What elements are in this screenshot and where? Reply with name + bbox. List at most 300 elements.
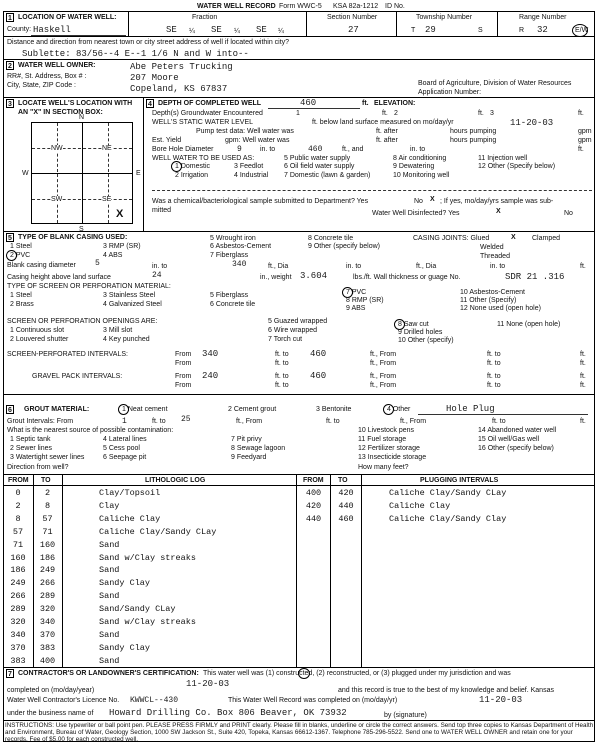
yield-gpm: gpm: Well water was	[225, 137, 290, 144]
quadrant-sw: SW	[51, 196, 63, 203]
src-fertilizer[interactable]: 12 Fertilizer storage	[358, 445, 420, 452]
diam-in-2: in. to	[346, 263, 362, 270]
section-7-number: 7	[6, 669, 14, 678]
diam-in: in. to	[152, 263, 168, 270]
spi-ftto: ft. to	[275, 351, 289, 358]
use-oilfield[interactable]: 6 Oil field water supply	[284, 163, 355, 170]
cert-line-2-tail: and this record is true to the best of my knowledge and belief. Kansas	[338, 687, 554, 694]
bore-label: Bore Hole Diameter	[152, 146, 214, 153]
log-to-cell[interactable]: 186	[39, 553, 56, 563]
open-drilled[interactable]: 9 Drilled holes	[398, 329, 443, 336]
log-from-cell[interactable]: 186	[10, 565, 26, 575]
yield-hours: hours pumping	[450, 137, 497, 144]
use-industrial[interactable]: 4 Industrial	[234, 172, 269, 179]
spi-fte: ft.	[580, 351, 586, 358]
log-col-line	[62, 474, 63, 667]
section-box-hline	[31, 173, 133, 174]
grout-ftto: ft. to	[152, 418, 166, 425]
diam-ft-3: ft.	[580, 263, 586, 270]
spi-to-value[interactable]: 460	[310, 349, 327, 359]
log-lith-cell[interactable]: Caliche Clay	[99, 514, 161, 524]
section-number-label: Section Number	[327, 14, 378, 21]
township-s: S	[478, 27, 483, 34]
log-from-cell[interactable]: 2	[15, 501, 21, 511]
open-none[interactable]: 11 None (open hole)	[497, 321, 561, 328]
divider	[3, 720, 595, 721]
gw-2-ft: ft.	[478, 110, 484, 117]
address-value[interactable]: 207 Moore	[130, 73, 179, 83]
use-other[interactable]: 12 Other (Specify below)	[478, 163, 556, 170]
log-lith-cell[interactable]: Caliche Clay/Sandy CLay	[99, 527, 217, 537]
joints-threaded: Threaded	[480, 253, 510, 260]
gpi-from-value[interactable]: 240	[202, 371, 219, 381]
spi-ftc-2: ft., From	[370, 360, 397, 367]
src-privy[interactable]: 7 Pit privy	[231, 436, 262, 443]
spi-ftto-3: ft. to	[275, 360, 289, 367]
disinfected-yes-mark[interactable]: X	[496, 208, 501, 215]
src-abandoned[interactable]: 14 Abandoned water well	[478, 427, 557, 434]
compass-e: E	[136, 170, 141, 177]
open-wire[interactable]: 6 Wire wrapped	[268, 327, 318, 334]
section-6-label: GROUT MATERIAL:	[24, 406, 90, 413]
instructions-1: INSTRUCTIONS: Use typewriter or ball point pen. PLEASE PRESS FIRMLY and PRINT clearly. Please fill in blanks, underline or circle the correct answers. Send top three copies to Kansas Department of Health	[5, 722, 594, 729]
static-date[interactable]: 11-20-03	[510, 118, 554, 128]
cert-completed-date[interactable]: 11-20-03	[186, 679, 230, 689]
diam-value[interactable]: 5	[95, 259, 100, 268]
pump-gpm: gpm	[578, 128, 592, 135]
fraction-1[interactable]: SE	[166, 25, 177, 35]
src-sewer[interactable]: 2 Sewer lines	[10, 445, 53, 452]
grout-bentonite[interactable]: 3 Bentonite	[316, 406, 352, 413]
record-completed-date[interactable]: 11-20-03	[479, 695, 523, 705]
spi-ftc: ft., From	[370, 351, 397, 358]
section-4-label: DEPTH OF COMPLETED WELL	[158, 100, 262, 107]
spi-ftto-4: ft. to	[487, 360, 501, 367]
divider	[3, 36, 595, 37]
bore-depth[interactable]: 460	[308, 145, 323, 154]
log-lith-cell[interactable]: Sand w/Clay streaks	[99, 553, 196, 563]
log-to-header: TO	[41, 477, 51, 484]
use-public[interactable]: 5 Public water supply	[284, 155, 351, 162]
open-continuous[interactable]: 1 Continuous slot	[10, 327, 65, 334]
bore-ft-2: ft.	[578, 146, 584, 153]
chem-label: Was a chemical/bacteriological sample submitted to Department? Yes	[152, 198, 369, 205]
log-from-cell[interactable]: 160	[10, 553, 26, 563]
open-torch[interactable]: 7 Torch cut	[268, 336, 303, 343]
log-col-line	[361, 474, 362, 667]
spi-from-2: From	[175, 360, 192, 367]
log-to2-header: TO	[338, 477, 348, 484]
grout-other-circle	[383, 404, 394, 415]
quarter-2: ¼	[234, 28, 240, 35]
src-oilgas[interactable]: 15 Oil well/Gas well	[478, 436, 540, 443]
open-gauzed[interactable]: 5 Guazed wrapped	[268, 318, 328, 325]
constructed-circle	[298, 668, 310, 679]
screen-none[interactable]: 12 None used (open hole)	[460, 305, 541, 312]
plug-from-cell[interactable]: 420	[305, 501, 322, 511]
joints-label: CASING JOINTS: Glued	[413, 235, 490, 242]
grout-other[interactable]: 4 Other	[387, 406, 411, 413]
diam-label: Blank casing diameter	[7, 262, 76, 269]
fraction-label: Fraction	[192, 14, 218, 21]
divider	[3, 667, 595, 668]
divider	[3, 474, 595, 475]
log-to-cell[interactable]: 160	[39, 540, 56, 550]
license-value[interactable]: KWWCL--430	[130, 696, 179, 705]
log-to-cell[interactable]: 340	[39, 617, 56, 627]
gpi-from-2: From	[175, 382, 192, 389]
divider	[3, 394, 595, 395]
gpi-ftc: ft., From	[370, 373, 397, 380]
gpi-ftto-3: ft. to	[275, 382, 289, 389]
cert-completed-label: completed on (mo/day/year)	[7, 687, 95, 694]
yield-after: ft. after	[376, 137, 398, 144]
township-t: T	[411, 27, 416, 34]
screen-other[interactable]: 11 Other (Specify)	[460, 297, 517, 304]
gpi-ftc-2: ft., From	[370, 382, 397, 389]
plug-to-cell[interactable]: 420	[338, 488, 354, 498]
use-ac[interactable]: 8 Air conditioning	[393, 155, 447, 162]
log-from-cell[interactable]: 266	[10, 591, 26, 601]
src-livestock[interactable]: 10 Livestock pens	[358, 427, 415, 434]
use-irrigation[interactable]: 2 Irrigation	[175, 172, 209, 179]
grout-ftfrom-2: ft., From	[400, 418, 427, 425]
bore-value[interactable]: 9	[237, 145, 242, 154]
src-lateral[interactable]: 4 Lateral lines	[103, 436, 147, 443]
src-watertight[interactable]: 3 Watertight sewer lines	[10, 454, 85, 461]
screen-rmp[interactable]: 8 RMP (SR)	[346, 297, 384, 304]
grout-ftfrom: ft., From	[236, 418, 263, 425]
static-tail: ft. below land surface measured on mo/day/yr	[312, 119, 454, 126]
business-name[interactable]: Howard Drilling Co. Box 806 Beaver, OK 73932	[109, 708, 347, 718]
depth-underline	[268, 108, 360, 109]
use-dewatering[interactable]: 9 Dewatering	[393, 163, 435, 170]
township-value[interactable]: 29	[425, 25, 436, 35]
compass-s: S	[79, 226, 84, 233]
src-lagoon[interactable]: 8 Sewage lagoon	[231, 445, 286, 452]
casing-pvc-circle	[6, 250, 17, 261]
height-value[interactable]: 24	[152, 271, 162, 280]
screen-brass[interactable]: 2 Brass	[10, 301, 34, 308]
use-label: WELL WATER TO BE USED AS:	[152, 155, 255, 162]
open-saw[interactable]: 8 Saw cut	[398, 321, 429, 328]
owner-value[interactable]: Abe Peters Trucking	[130, 62, 233, 72]
section-1-label: LOCATION OF WATER WELL:	[18, 14, 117, 21]
src-septic[interactable]: 1 Septic tank	[10, 436, 51, 443]
bore-in: in. to	[260, 146, 276, 153]
log-to-cell[interactable]: 370	[39, 630, 56, 640]
weight-value[interactable]: 3.604	[300, 271, 328, 281]
diam-ft: ft., Dia	[268, 263, 289, 270]
sdr-value[interactable]: SDR 21 .316	[505, 272, 565, 282]
log-to-cell[interactable]: 2	[44, 488, 51, 498]
screen-steel[interactable]: 1 Steel	[10, 292, 32, 299]
log-lith-cell[interactable]: Sand w/Clay streaks	[99, 617, 196, 627]
screen-pvc[interactable]: 7 PVC	[346, 289, 367, 296]
yield-label: Est. Yield	[152, 137, 182, 144]
business-label: under the business name of	[7, 710, 94, 717]
section-3-label-2: AN "X" IN SECTION BOX:	[18, 109, 103, 116]
grout-from-value[interactable]: 1	[122, 417, 127, 426]
casing-abs[interactable]: 4 ABS	[103, 252, 123, 259]
distance-value[interactable]: Sublette: 83/56--4 E--1 1/6 N and W into--	[22, 49, 249, 59]
diam-to[interactable]: 340	[232, 260, 247, 269]
log-from-cell[interactable]: 57	[12, 527, 24, 537]
casing-wrought[interactable]: 5 Wrought iron	[210, 235, 256, 242]
src-fuel[interactable]: 11 Fuel storage	[358, 436, 407, 443]
divider	[128, 11, 129, 36]
disinfected-label: Water Well Disinfected? Yes	[372, 210, 460, 217]
diam-ft-2: ft., Dia	[416, 263, 437, 270]
casing-fiberglass[interactable]: 7 Fiberglass	[210, 252, 249, 259]
gpi-ftto-4: ft. to	[487, 382, 501, 389]
log-from-cell[interactable]: 8	[15, 514, 21, 524]
spi-from: From	[175, 351, 192, 358]
grout-ftto-3: ft. to	[492, 418, 506, 425]
use-injection[interactable]: 11 Injection well	[478, 155, 528, 162]
static-label: WELL'S STATIC WATER LEVEL	[152, 119, 254, 126]
log-lith-header: LITHOLOGIC LOG	[145, 477, 206, 484]
gpi-to-value[interactable]: 460	[310, 371, 327, 381]
yield-gpm-2: gpm	[578, 137, 592, 144]
chem-submitted: mitted	[152, 207, 172, 214]
log-lith-cell[interactable]: Sand	[99, 565, 120, 575]
plug-from-cell[interactable]: 400	[305, 488, 322, 498]
casing-pvc[interactable]: 2 PVC	[10, 252, 31, 259]
divider	[3, 231, 595, 232]
divider	[497, 11, 498, 36]
disinfected-no: No	[564, 210, 573, 217]
quadrant-ne: NE	[102, 145, 112, 152]
src-seepage[interactable]: 6 Seepage pit	[103, 454, 147, 461]
section-1-number: 1	[6, 13, 14, 22]
section-7-label: CONTRACTOR'S OR LANDOWNER'S CERTIFICATION:	[18, 670, 199, 677]
log-lith-cell[interactable]: Sandy Clay	[99, 643, 151, 653]
log-from-cell[interactable]: 249	[10, 578, 26, 588]
plug-interval-cell[interactable]: Caliche Clay/Sandy CLay	[389, 488, 507, 498]
log-lith-cell[interactable]: Sand	[99, 540, 120, 550]
log-to-cell[interactable]: 320	[39, 604, 56, 614]
use-monitoring[interactable]: 10 Monitoring well	[393, 172, 450, 179]
instructions-2: and Environment, Bureau of Water, Geology Section, 1000 SW Jackson St., Suite 420, Topeka, Kansas 66612-1367. Telephone 785-296-5522. Send one to WATER WELL OWNER and retain one for your	[5, 729, 573, 736]
use-feedlot[interactable]: 3 Feedlot	[234, 163, 264, 170]
range-ew: E/W	[575, 27, 589, 34]
signature-label: by (signature)	[384, 712, 427, 719]
grid-line	[32, 199, 132, 200]
depth-value[interactable]: 460	[300, 98, 317, 108]
log-from-header: FROM	[8, 477, 29, 484]
gw-3-ft: ft.	[578, 110, 584, 117]
plug-interval-cell[interactable]: Caliche Clay/Sandy Clay	[389, 514, 507, 524]
open-other[interactable]: 10 Other (specify)	[398, 337, 454, 344]
screen-concrete[interactable]: 6 Concrete tile	[210, 301, 256, 308]
section-6-number: 6	[6, 405, 14, 414]
height-in: in., weight	[260, 274, 292, 281]
log-lith-cell[interactable]: Sandy Clay	[99, 578, 151, 588]
open-mill[interactable]: 3 Mill slot	[103, 327, 133, 334]
grout-to-value[interactable]: 25	[181, 415, 191, 424]
record-completed-label: This Water Well Record was completed on (mo/day/yr)	[228, 697, 398, 704]
src-feedyard[interactable]: 9 Feedyard	[231, 454, 267, 461]
quadrant-se: SE	[102, 196, 112, 203]
divider	[3, 59, 595, 60]
gpi-ftto-2: ft. to	[487, 373, 501, 380]
plug-to-cell[interactable]: 460	[338, 514, 354, 524]
joints-mark[interactable]: X	[511, 234, 516, 241]
log-from-cell[interactable]: 320	[10, 617, 26, 627]
address-label: RR#, St. Address, Box # :	[7, 73, 87, 80]
grid-line	[32, 148, 132, 149]
log-from-cell[interactable]: 340	[10, 630, 26, 640]
section-2-number: 2	[6, 61, 14, 70]
grout-neat[interactable]: 1 Neat cement	[122, 406, 168, 413]
screen-fiberglass[interactable]: 5 Fiberglass	[210, 292, 249, 299]
log-to-cell[interactable]: 57	[42, 514, 53, 524]
quarter-3: ¼	[278, 28, 284, 35]
open-louvered[interactable]: 2 Louvered shutter	[10, 336, 69, 343]
grid-line	[108, 123, 109, 223]
id-number-label: ID No.	[385, 3, 405, 10]
log-to-cell[interactable]: 8	[44, 501, 51, 511]
casing-concrete[interactable]: 8 Concrete tile	[308, 235, 354, 242]
instructions-3: records. Fee of $5.00 for each constructed well.	[5, 736, 139, 743]
casing-other[interactable]: 9 Other (specify below)	[308, 243, 380, 250]
fraction-3[interactable]: SE	[256, 25, 267, 35]
src-other[interactable]: 16 Other (specify below)	[478, 445, 554, 452]
gw-3: 3	[490, 110, 494, 117]
city-label: City, State, ZIP Code :	[7, 82, 76, 89]
groundwater-label: Depth(s) Groundwater Encountered	[152, 110, 263, 117]
grout-cement[interactable]: 2 Cement grout	[228, 406, 277, 413]
log-to-cell[interactable]: 249	[39, 565, 56, 575]
log-to-cell[interactable]: 400	[39, 656, 56, 666]
plug-interval-cell[interactable]: Caliche Clay	[389, 501, 451, 511]
grout-neat-circle	[118, 404, 129, 415]
range-label: Range Number	[519, 14, 567, 21]
log-from-cell[interactable]: 370	[10, 643, 26, 653]
application-label: Application Number:	[418, 89, 482, 96]
log-lith-cell[interactable]: Sand	[99, 591, 120, 601]
fraction-2[interactable]: SE	[211, 25, 222, 35]
log-from-cell[interactable]: 289	[10, 604, 26, 614]
well-location-mark: X	[116, 208, 124, 220]
section-number-value[interactable]: 27	[348, 25, 359, 35]
diam-in-3: in. to	[490, 263, 506, 270]
joints-welded: Welded	[480, 244, 504, 251]
compass-n: N	[79, 114, 85, 121]
log-to-cell[interactable]: 289	[39, 591, 56, 601]
township-label: Township Number	[416, 14, 473, 21]
section-3-number: 3	[6, 99, 14, 108]
log-plug-header: PLUGGING INTERVALS	[420, 477, 499, 484]
divider	[396, 11, 397, 36]
section-2-label: WATER WELL OWNER:	[18, 62, 96, 69]
elevation-label: ELEVATION:	[374, 100, 416, 107]
src-cess[interactable]: 5 Cess pool	[103, 445, 140, 452]
divider	[3, 485, 595, 486]
gpi-fte: ft.	[580, 373, 586, 380]
board-label: Board of Agriculture, Division of Water Resources	[418, 80, 572, 87]
gw-1: 1	[296, 110, 300, 117]
gpi-fte-2: ft.	[580, 382, 586, 389]
section-5-number: 5	[6, 233, 14, 242]
divider	[143, 97, 144, 231]
height-label: Casing height above land surface	[7, 274, 111, 281]
casing-rmp[interactable]: 3 RMP (SR)	[103, 243, 141, 250]
form-title: WATER WELL RECORD	[197, 3, 276, 10]
range-value[interactable]: 32	[537, 25, 548, 35]
plug-to-cell[interactable]: 440	[338, 501, 354, 511]
gw-2: 2	[394, 110, 398, 117]
county-label: County:	[7, 26, 32, 33]
use-domestic[interactable]: 1 Domestic	[175, 163, 211, 170]
casing-asbestos[interactable]: 6 Asbestos-Cement	[210, 243, 272, 250]
range-r: R	[519, 27, 525, 34]
log-lith-cell[interactable]: Sand/Sandy CLay	[99, 604, 176, 614]
log-lith-cell[interactable]: Sand	[99, 630, 120, 640]
license-label: Water Well Contractor's Licence No.	[7, 697, 120, 704]
log-to-cell[interactable]: 383	[39, 643, 56, 653]
open-key[interactable]: 4 Key punched	[103, 336, 150, 343]
chem-tail: ; If yes, mo/day/yrs sample was sub-	[440, 198, 554, 205]
pump-label: Pump test data: Well water was	[196, 128, 294, 135]
use-lawn[interactable]: 7 Domestic (lawn & garden)	[284, 172, 371, 179]
cert-line-1: This water well was (1) constructed, (2) reconstructed, or (3) plugged under my jurisdiction and was	[203, 670, 511, 677]
divider	[306, 11, 307, 36]
log-from2-header: FROM	[303, 477, 324, 484]
screen-galvanized[interactable]: 4 Galvanized Steel	[103, 301, 162, 308]
src-insecticide[interactable]: 13 Insecticide storage	[358, 454, 427, 461]
gpi-ftto: ft. to	[275, 373, 289, 380]
grout-fte: ft.	[580, 418, 586, 425]
county-value[interactable]: Haskell	[33, 25, 71, 35]
quarter-1: ¼	[189, 28, 195, 35]
log-from-cell[interactable]: 0	[15, 488, 21, 498]
grid-line	[57, 123, 58, 223]
screen-abs[interactable]: 9 ABS	[346, 305, 366, 312]
log-from-cell[interactable]: 71	[12, 540, 24, 550]
quadrant-nw: NW	[51, 145, 63, 152]
spi-ftto-2: ft. to	[487, 351, 501, 358]
log-lith-cell[interactable]: Sand	[99, 656, 120, 666]
spi-fte-2: ft.	[580, 360, 586, 367]
pump-hours: hours pumping	[450, 128, 497, 135]
grout-other-value[interactable]: Hole Plug	[446, 404, 495, 414]
log-to-cell[interactable]: 71	[42, 527, 53, 537]
section-5-label: TYPE OF BLANK CASING USED:	[18, 234, 128, 241]
log-from-cell[interactable]: 383	[10, 656, 26, 666]
casing-steel[interactable]: 1 Steel	[10, 243, 32, 250]
screen-asbestos[interactable]: 10 Asbestos-Cement	[460, 289, 525, 296]
contamination-label: What is the nearest source of possible contamination:	[7, 427, 174, 434]
screen-stainless[interactable]: 3 Stainless Steel	[103, 292, 156, 299]
bore-and: ft., and	[342, 146, 364, 153]
plug-from-cell[interactable]: 440	[305, 514, 322, 524]
log-to-cell[interactable]: 266	[39, 578, 56, 588]
log-lith-cell[interactable]: Clay	[99, 501, 120, 511]
grout-ftto-2: ft. to	[326, 418, 340, 425]
city-value[interactable]: Copeland, KS 67837	[130, 84, 228, 94]
gpi-from: From	[175, 373, 192, 380]
log-lith-cell[interactable]: Clay/Topsoil	[99, 488, 161, 498]
chem-no-mark[interactable]: X	[430, 196, 435, 203]
compass-w: W	[22, 170, 29, 177]
ksa-number: KSA 82a-1212	[333, 3, 379, 10]
joints-clamped: Clamped	[532, 235, 561, 242]
spi-from-value[interactable]: 340	[202, 349, 219, 359]
divider	[3, 97, 595, 98]
use-domestic-circle	[171, 161, 182, 172]
